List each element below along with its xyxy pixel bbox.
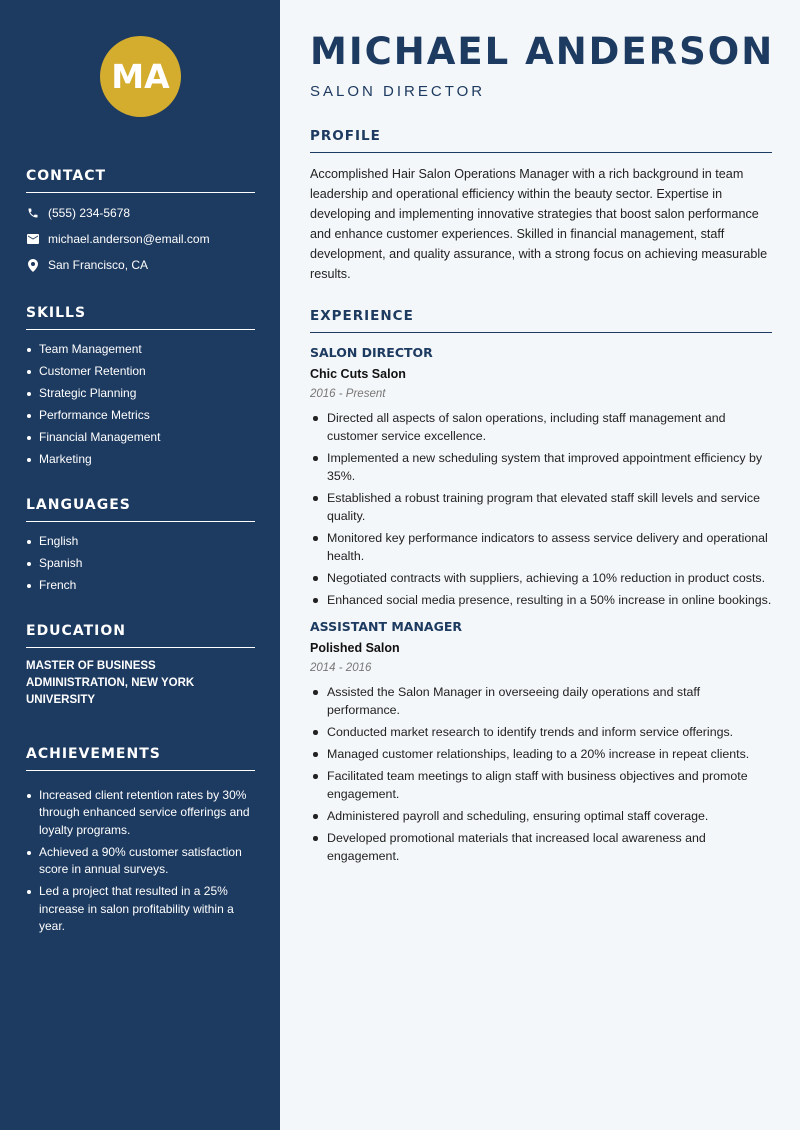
experience-section bbox=[310, 308, 772, 869]
profile-heading: PROFILE bbox=[310, 128, 772, 153]
job-bullet: Administered payroll and scheduling, ensuring optimal staff coverage. bbox=[310, 807, 772, 825]
job-bullet: Established a robust training program that elevated staff skill levels and service quality. bbox=[310, 489, 772, 525]
contact-heading: CONTACT bbox=[26, 168, 255, 193]
contact-email-text: michael.anderson@email.com bbox=[48, 232, 210, 246]
language-item: English bbox=[26, 534, 255, 549]
job-role: SALON DIRECTOR bbox=[310, 345, 433, 360]
achievements-section bbox=[26, 746, 255, 940]
job-bullet: Monitored key performance indicators to assess service delivery and operational health. bbox=[310, 529, 772, 565]
languages-heading: LANGUAGES bbox=[26, 497, 255, 522]
candidate-title: SALON DIRECTOR bbox=[310, 83, 486, 100]
contact-phone[interactable] bbox=[26, 205, 255, 221]
job-bullet: Assisted the Salon Manager in overseeing daily operations and staff performance. bbox=[310, 683, 772, 719]
profile-section bbox=[310, 128, 772, 284]
contact-email[interactable] bbox=[26, 231, 255, 247]
job-company: Chic Cuts Salon bbox=[310, 367, 406, 381]
skills-heading: SKILLS bbox=[26, 305, 255, 330]
location-pin-icon bbox=[26, 259, 39, 272]
job-dates: 2016 - Present bbox=[310, 388, 386, 400]
achievements-heading: ACHIEVEMENTS bbox=[26, 746, 255, 771]
job-entry bbox=[310, 345, 772, 609]
job-bullet: Implemented a new scheduling system that improved appointment efficiency by 35%. bbox=[310, 449, 772, 485]
job-bullet: Enhanced social media presence, resulting in a 50% increase in online bookings. bbox=[310, 591, 772, 609]
job-company: Polished Salon bbox=[310, 641, 400, 655]
contact-section bbox=[26, 168, 255, 273]
education-section bbox=[26, 623, 255, 709]
job-bullet: Developed promotional materials that increased local awareness and engagement. bbox=[310, 829, 772, 865]
achievements-list bbox=[26, 787, 255, 935]
achievement-item: Increased client retention rates by 30% through enhanced service offerings and loyalty programs. bbox=[26, 787, 255, 839]
skill-item: Marketing bbox=[26, 452, 255, 467]
language-item: French bbox=[26, 578, 255, 593]
experience-heading: EXPERIENCE bbox=[310, 308, 772, 333]
sidebar bbox=[0, 0, 280, 1130]
skill-item: Strategic Planning bbox=[26, 386, 255, 401]
language-item: Spanish bbox=[26, 556, 255, 571]
skill-item: Financial Management bbox=[26, 430, 255, 445]
candidate-name: MICHAEL ANDERSON bbox=[310, 30, 775, 73]
profile-text: Accomplished Hair Salon Operations Manager with a rich background in team leadership and operational efficiency within the beauty sector. Expertise in developing and implementing innovative strategies that boost salon performance and enhance customer experiences. Skilled in financial management, staff development, and quality assurance, with a strong focus on achieving measurable results. bbox=[310, 167, 768, 281]
contact-phone-text: (555) 234-5678 bbox=[48, 206, 131, 220]
contact-location-text: San Francisco, CA bbox=[48, 258, 149, 272]
job-bullet: Managed customer relationships, leading to a 20% increase in repeat clients. bbox=[310, 745, 772, 763]
languages-section bbox=[26, 497, 255, 600]
skill-item: Team Management bbox=[26, 342, 255, 357]
job-bullets bbox=[310, 409, 772, 609]
avatar: MA bbox=[100, 36, 181, 117]
job-bullet: Negotiated contracts with suppliers, achieving a 10% reduction in product costs. bbox=[310, 569, 772, 587]
phone-icon bbox=[26, 207, 39, 220]
skills-list bbox=[26, 342, 255, 467]
job-bullet: Facilitated team meetings to align staff with business objectives and promote engagement. bbox=[310, 767, 772, 803]
job-bullets bbox=[310, 683, 772, 865]
skill-item: Performance Metrics bbox=[26, 408, 255, 423]
job-dates: 2014 - 2016 bbox=[310, 662, 372, 674]
skill-item: Customer Retention bbox=[26, 364, 255, 379]
languages-list bbox=[26, 534, 255, 593]
job-role: ASSISTANT MANAGER bbox=[310, 619, 463, 634]
job-bullet: Conducted market research to identify trends and inform service offerings. bbox=[310, 723, 772, 741]
job-bullet: Directed all aspects of salon operations, including staff management and customer service excellence. bbox=[310, 409, 772, 445]
job-entry bbox=[310, 619, 772, 865]
achievement-item: Achieved a 90% customer satisfaction score in annual surveys. bbox=[26, 844, 255, 879]
email-icon bbox=[26, 233, 39, 246]
education-heading: EDUCATION bbox=[26, 623, 255, 648]
achievement-item: Led a project that resulted in a 25% increase in salon profitability within a year. bbox=[26, 883, 255, 935]
education-degree: MASTER OF BUSINESS ADMINISTRATION, NEW YORK UNIVERSITY bbox=[26, 660, 195, 706]
skills-section bbox=[26, 305, 255, 474]
contact-location bbox=[26, 257, 255, 273]
